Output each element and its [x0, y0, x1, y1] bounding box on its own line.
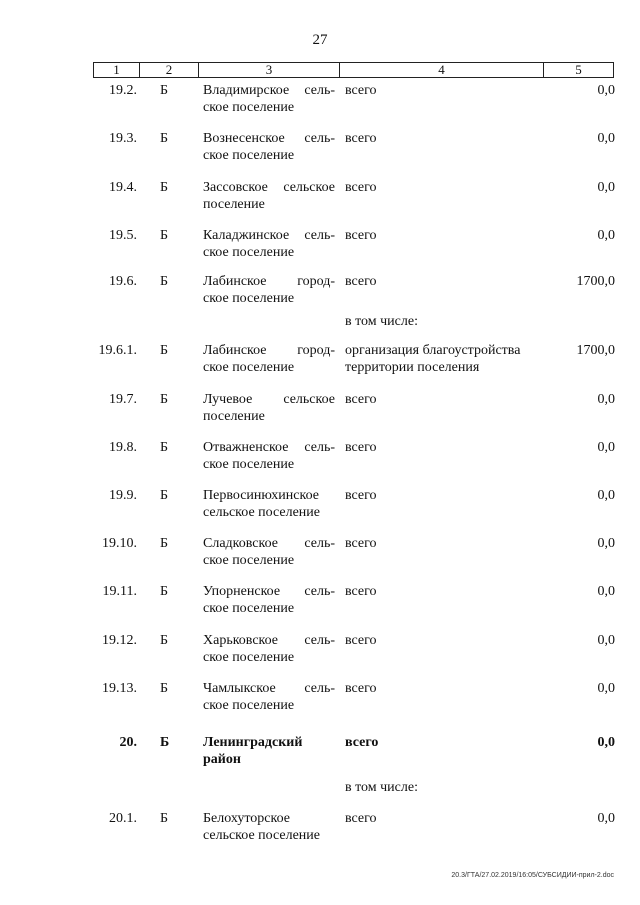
row-name	[203, 130, 335, 164]
row-name-line: ское поселение	[203, 148, 295, 163]
row-description: всего	[345, 681, 377, 696]
row-category: Б	[160, 440, 169, 455]
row-category: Б	[160, 343, 169, 358]
row-name	[203, 82, 335, 116]
row-category: Б	[160, 681, 169, 696]
row-category: Б	[160, 735, 170, 750]
row-name	[203, 342, 335, 376]
row-name-line: Владимирское сель-	[203, 83, 335, 98]
row-name-line: ское поселение	[203, 601, 295, 616]
row-description: всего	[345, 536, 377, 551]
row-category: Б	[160, 392, 169, 407]
row-name	[203, 583, 335, 617]
row-description: всего	[345, 811, 377, 826]
row-name	[203, 734, 335, 768]
row-description: всего	[345, 180, 377, 195]
row-name-line: ское поселение	[203, 245, 295, 260]
row-description: всего	[345, 392, 377, 407]
row-name-line: Отважненское сель-	[203, 440, 335, 455]
row-number: 20.	[119, 735, 137, 750]
row-description	[345, 342, 545, 376]
row-value: 0,0	[597, 811, 615, 826]
row-name-line: ское поселение	[203, 553, 295, 568]
row-name	[203, 179, 335, 213]
row-name	[203, 487, 335, 521]
row-number: 19.7.	[109, 392, 137, 407]
row-value: 0,0	[597, 392, 615, 407]
row-number: 19.8.	[109, 440, 137, 455]
row-name-line: ское поселение	[203, 360, 295, 375]
row-category: Б	[160, 83, 169, 98]
row-category: Б	[160, 131, 169, 146]
row-name-line: Ленинградский	[203, 735, 303, 750]
row-value: 1700,0	[576, 343, 615, 358]
row-description: всего	[345, 440, 377, 455]
row-number: 19.5.	[109, 228, 137, 243]
row-name-line: сельское поселение	[203, 828, 320, 843]
row-category: Б	[160, 228, 169, 243]
row-name-line: Упорненское сель-	[203, 584, 335, 599]
column-header-4: 4	[340, 63, 544, 78]
row-number: 19.10.	[102, 536, 137, 551]
row-name	[203, 680, 335, 714]
row-number: 19.11.	[102, 584, 137, 599]
row-value: 0,0	[597, 83, 615, 98]
column-header-table	[93, 62, 614, 78]
row-name	[203, 273, 335, 307]
row-description-line: организация благоустройства	[345, 343, 521, 358]
row-name-line: район	[203, 752, 241, 767]
row-name	[203, 632, 335, 666]
column-header-5: 5	[544, 63, 614, 78]
row-category: Б	[160, 633, 169, 648]
column-header-3: 3	[199, 63, 340, 78]
including-note: в том числе:	[345, 780, 418, 795]
row-name-line: ское поселение	[203, 650, 295, 665]
row-number: 20.1.	[109, 811, 137, 826]
row-category: Б	[160, 180, 169, 195]
row-value: 0,0	[597, 536, 615, 551]
row-name-line: Вознесенское сель-	[203, 131, 335, 146]
row-name-line: Зассовское сельское	[203, 180, 335, 195]
row-name	[203, 391, 335, 425]
row-category: Б	[160, 811, 169, 826]
row-name-line: Лабинское город-	[203, 274, 335, 289]
row-name-line: ское поселение	[203, 291, 295, 306]
row-value: 0,0	[597, 440, 615, 455]
row-name-line: поселение	[203, 409, 265, 424]
row-value: 0,0	[597, 681, 615, 696]
row-name-line: поселение	[203, 197, 265, 212]
row-description: всего	[345, 584, 377, 599]
row-value: 0,0	[597, 735, 615, 750]
row-name	[203, 810, 335, 844]
row-name-line: ское поселение	[203, 100, 295, 115]
including-note: в том числе:	[345, 314, 418, 329]
row-description: всего	[345, 83, 377, 98]
row-name-line: сельское поселение	[203, 505, 320, 520]
row-name-line: Каладжинское сель-	[203, 228, 335, 243]
row-description: всего	[345, 274, 377, 289]
row-number: 19.2.	[109, 83, 137, 98]
row-value: 0,0	[597, 584, 615, 599]
row-value: 1700,0	[576, 274, 615, 289]
row-category: Б	[160, 274, 169, 289]
row-number: 19.6.1.	[98, 343, 137, 358]
row-description-line: территории поселения	[345, 360, 480, 375]
row-name-line: ское поселение	[203, 457, 295, 472]
page-number: 27	[312, 32, 328, 48]
row-category: Б	[160, 488, 169, 503]
row-value: 0,0	[597, 131, 615, 146]
row-description: всего	[345, 131, 377, 146]
row-description: всего	[345, 633, 377, 648]
row-value: 0,0	[597, 488, 615, 503]
row-number: 19.4.	[109, 180, 137, 195]
row-number: 19.9.	[109, 488, 137, 503]
column-header-1: 1	[94, 63, 140, 78]
row-description: всего	[345, 488, 377, 503]
row-name	[203, 439, 335, 473]
row-name	[203, 535, 335, 569]
row-value: 0,0	[597, 228, 615, 243]
document-footer: 20.3/ГТА/27.02.2019/16:05/СУБСИДИИ-прил-2.doc	[451, 872, 614, 879]
row-number: 19.13.	[102, 681, 137, 696]
column-header-2: 2	[140, 63, 199, 78]
row-category: Б	[160, 536, 169, 551]
row-name-line: Сладковское сель-	[203, 536, 335, 551]
row-value: 0,0	[597, 180, 615, 195]
row-name-line: ское поселение	[203, 698, 295, 713]
row-number: 19.6.	[109, 274, 137, 289]
row-value: 0,0	[597, 633, 615, 648]
row-name-line: Чамлыкское сель-	[203, 681, 335, 696]
row-name-line: Белохуторское	[203, 811, 290, 826]
row-name	[203, 227, 335, 261]
row-name-line: Лабинское город-	[203, 343, 335, 358]
row-description: всего	[345, 735, 379, 750]
row-number: 19.3.	[109, 131, 137, 146]
row-description: всего	[345, 228, 377, 243]
row-category: Б	[160, 584, 169, 599]
row-name-line: Первосинюхинское	[203, 488, 319, 503]
row-number: 19.12.	[102, 633, 137, 648]
row-name-line: Харьковское сель-	[203, 633, 335, 648]
row-name-line: Лучевое сельское	[203, 392, 335, 407]
